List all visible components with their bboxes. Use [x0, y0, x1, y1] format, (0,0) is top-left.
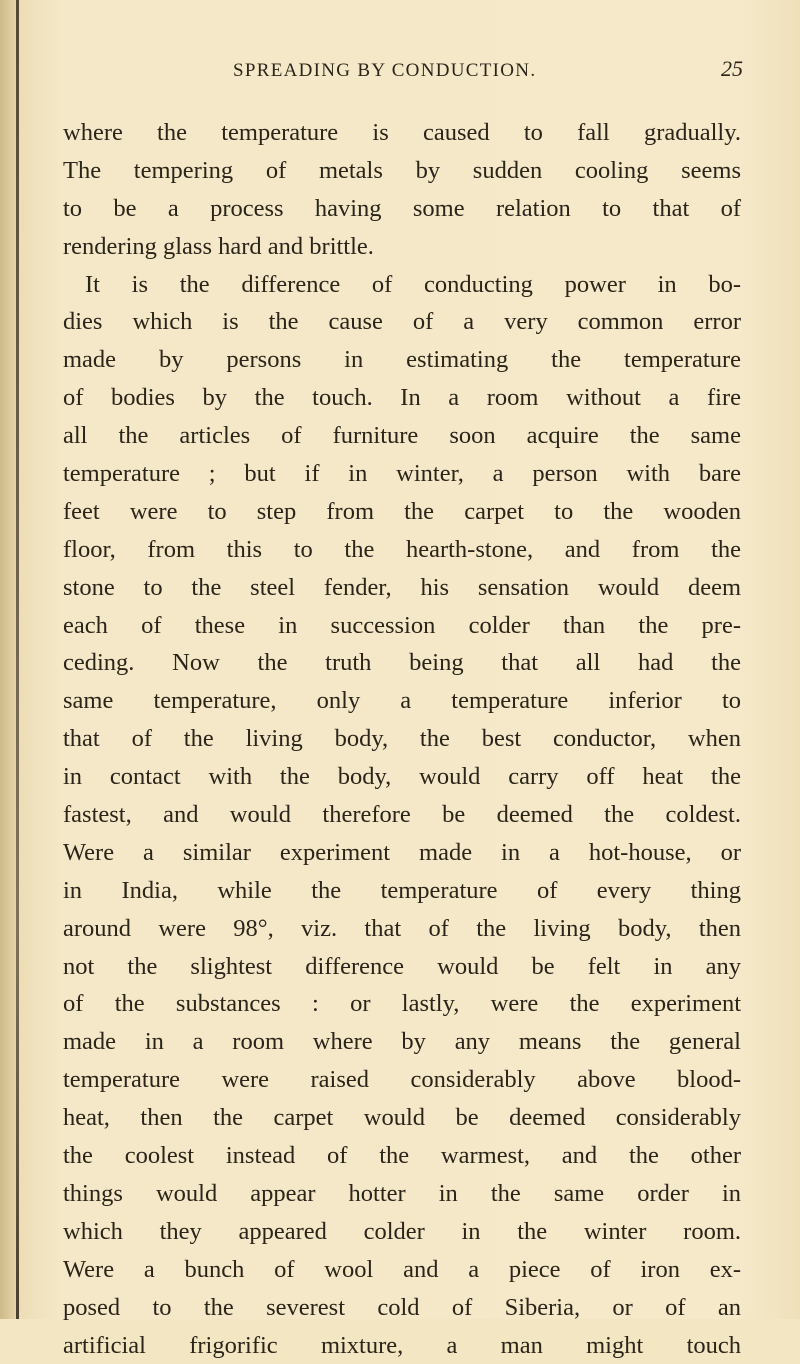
text-line: fastest, and would therefore be deemed the coldest.: [63, 796, 741, 834]
text-line: made by persons in estimating the temperature: [63, 341, 741, 379]
text-line: It is the difference of conducting power in bo-: [63, 266, 741, 304]
running-head: SPREADING BY CONDUCTION.: [233, 60, 536, 82]
text-line: in India, while the temperature of every thing: [63, 872, 741, 910]
text-line: ceding. Now the truth being that all had the: [63, 644, 741, 682]
text-line: dies which is the cause of a very common error: [63, 303, 741, 341]
text-line: same temperature, only a temperature inferior to: [63, 682, 741, 720]
text-line: the coolest instead of the warmest, and the other: [63, 1137, 741, 1175]
text-line: that of the living body, the best conductor, when: [63, 720, 741, 758]
text-line: The tempering of metals by sudden cooling seems: [63, 152, 741, 190]
text-line: artificial frigorific mixture, a man might touch: [63, 1327, 741, 1364]
text-line: in contact with the body, would carry off heat the: [63, 758, 741, 796]
text-line: feet were to step from the carpet to the wooden: [63, 493, 741, 531]
text-line: where the temperature is caused to fall gradually.: [63, 114, 741, 152]
text-line: each of these in succession colder than the pre-: [63, 607, 741, 645]
text-line: all the articles of furniture soon acquire the same: [63, 417, 741, 455]
text-line: to be a process having some relation to that of: [63, 190, 741, 228]
binding-shadow: [0, 0, 16, 1319]
page-number: 25: [721, 56, 743, 82]
text-line: stone to the steel fender, his sensation would deem: [63, 569, 741, 607]
text-line: posed to the severest cold of Siberia, or of an: [63, 1289, 741, 1327]
text-line: temperature ; but if in winter, a person with bare: [63, 455, 741, 493]
text-line: not the slightest difference would be felt in any: [63, 948, 741, 986]
page-header: [233, 60, 743, 92]
text-line: made in a room where by any means the general: [63, 1023, 741, 1061]
text-line: rendering glass hard and brittle.: [63, 228, 741, 266]
binding-edge: [16, 0, 19, 1319]
body-text: [63, 114, 741, 1364]
text-line: around were 98°, viz. that of the living body, then: [63, 910, 741, 948]
text-line: temperature were raised considerably above blood-: [63, 1061, 741, 1099]
text-line: things would appear hotter in the same order in: [63, 1175, 741, 1213]
text-line: of the substances : or lastly, were the experiment: [63, 985, 741, 1023]
text-line: heat, then the carpet would be deemed considerably: [63, 1099, 741, 1137]
text-line: floor, from this to the hearth-stone, and from the: [63, 531, 741, 569]
text-line: Were a similar experiment made in a hot-house, or: [63, 834, 741, 872]
text-line: Were a bunch of wool and a piece of iron ex-: [63, 1251, 741, 1289]
text-line: which they appeared colder in the winter room.: [63, 1213, 741, 1251]
text-line: of bodies by the touch. In a room without a fire: [63, 379, 741, 417]
